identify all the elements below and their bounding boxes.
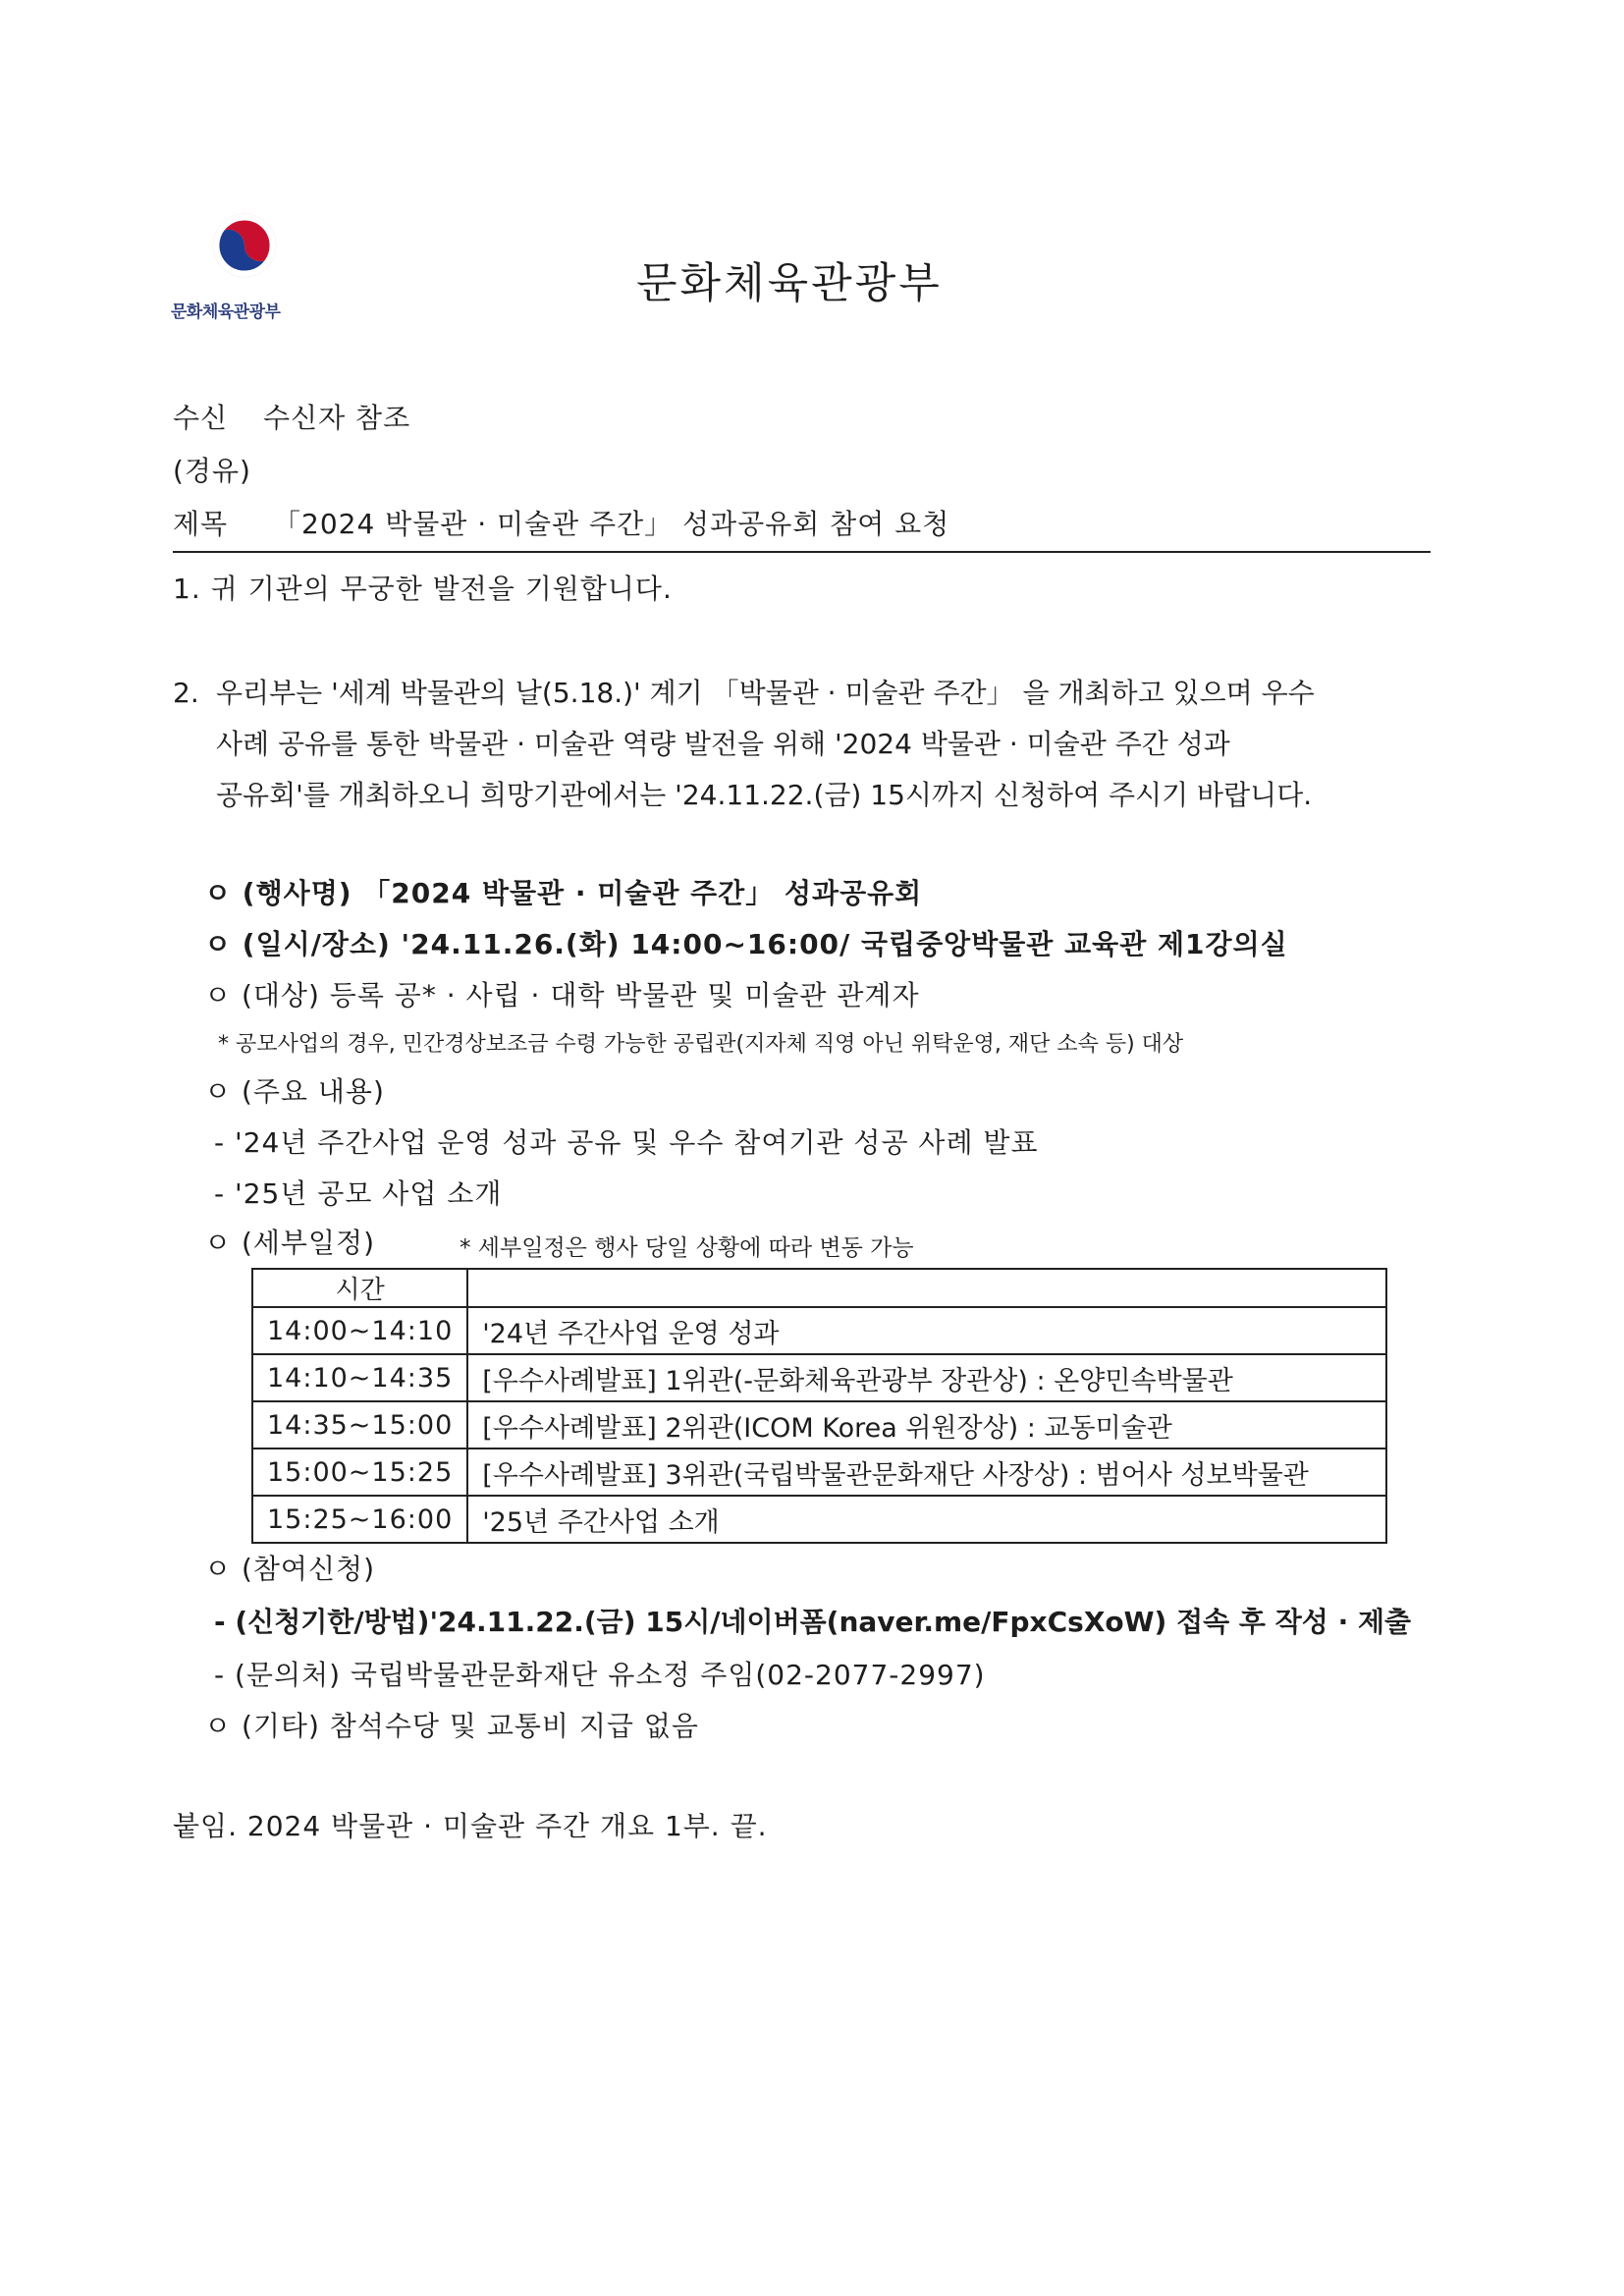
table-row (252, 1307, 1386, 1354)
item-1: 1. 귀 기관의 무궁한 발전을 기원합니다. (173, 573, 673, 605)
ministry-logo (165, 211, 322, 329)
main-content-item-1: - '24년 주간사업 운영 성과 공유 및 우수 참여기관 성공 사례 발표 (214, 1126, 1039, 1159)
subject-value: 「2024 박물관 · 미술관 주간」 성과공유회 참여 요청 (273, 508, 950, 540)
item-2-number: 2. (173, 677, 199, 709)
schedule-time: 15:25~16:00 (252, 1496, 467, 1543)
via-label: (경유) (173, 455, 251, 487)
table-row (252, 1496, 1386, 1543)
taegeuk-emblem-icon (210, 211, 279, 280)
schedule-time: 14:10~14:35 (252, 1354, 467, 1401)
event-target: ㅇ (대상) 등록 공* · 사립 · 대학 박물관 및 미술관 관계자 (204, 979, 920, 1011)
schedule-time: 14:35~15:00 (252, 1401, 467, 1449)
attachment-note: 붙임. 2024 박물관 · 미술관 주간 개요 1부. 끝. (173, 1810, 768, 1842)
schedule-header-row (252, 1269, 1386, 1307)
subject-divider (173, 551, 1431, 553)
apply-label: ㅇ (참여신청) (204, 1553, 375, 1585)
main-content-label: ㅇ (주요 내용) (204, 1075, 385, 1108)
recipient-value: 수신자 참조 (263, 402, 411, 434)
recipient-label: 수신 (173, 402, 229, 434)
logo-caption: 문화체육관광부 (171, 302, 281, 322)
item-2-text-1: 우리부는 '세계 박물관의 날(5.18.)' 계기 「박물관 · 미술관 주간」 을 개최하고 있으며 우수 (216, 677, 1315, 709)
contact-info: - (문의처) 국립박물관문화재단 유소정 주임(02-2077-2997) (214, 1659, 986, 1691)
schedule-header-content (467, 1269, 1386, 1307)
schedule-note: * 세부일정은 행사 당일 상황에 따라 변동 가능 (460, 1235, 914, 1261)
schedule-table (251, 1268, 1387, 1544)
schedule-content: [우수사례발표] 3위관(국립박물관문화재단 사장상) : 범어사 성보박물관 (467, 1449, 1386, 1496)
item-2 (173, 668, 1439, 821)
table-row (252, 1449, 1386, 1496)
etc-info: ㅇ (기타) 참석수당 및 교통비 지급 없음 (204, 1710, 699, 1742)
subject-label: 제목 (173, 508, 229, 540)
schedule-content: '24년 주간사업 운영 성과 (467, 1307, 1386, 1354)
item-2-line-2: 사례 공유를 통한 박물관 · 미술관 역량 발전을 위해 '2024 박물관 · 미술관 주간 성과 (216, 728, 1230, 760)
item-2-line-1 (173, 668, 1439, 719)
schedule-content: '25년 주간사업 소개 (467, 1496, 1386, 1543)
event-datetime-place: ㅇ (일시/장소) '24.11.26.(화) 14:00~16:00/ 국립중앙박물관 교육관 제1강의실 (204, 928, 1288, 960)
event-name: ㅇ (행사명) 「2024 박물관 · 미술관 주간」 성과공유회 (204, 877, 923, 909)
target-footnote: * 공모사업의 경우, 민간경상보조금 수령 가능한 공립관(지자체 직영 아닌 위탁운영, 재단 소속 등) 대상 (218, 1032, 1184, 1057)
apply-method: - (신청기한/방법)'24.11.22.(금) 15시/네이버폼(naver.me/FpxCsXoW) 접속 후 작성 · 제출 (214, 1606, 1412, 1638)
table-row (252, 1401, 1386, 1449)
schedule-time: 15:00~15:25 (252, 1449, 467, 1496)
schedule-content: [우수사례발표] 1위관(-문화체육관광부 장관상) : 온양민속박물관 (467, 1354, 1386, 1401)
document-title: 문화체육관광부 (636, 259, 943, 308)
schedule-time: 14:00~14:10 (252, 1307, 467, 1354)
item-2-line-3: 공유회'를 개최하오니 희망기관에서는 '24.11.22.(금) 15시까지 신청하여 주시기 바랍니다. (216, 779, 1313, 811)
main-content-item-2: - '25년 공모 사업 소개 (214, 1177, 503, 1210)
schedule-content: [우수사례발표] 2위관(ICOM Korea 위원장상) : 교동미술관 (467, 1401, 1386, 1449)
schedule-header-time: 시간 (252, 1269, 467, 1307)
schedule-label: ㅇ (세부일정) (204, 1227, 375, 1259)
table-row (252, 1354, 1386, 1401)
